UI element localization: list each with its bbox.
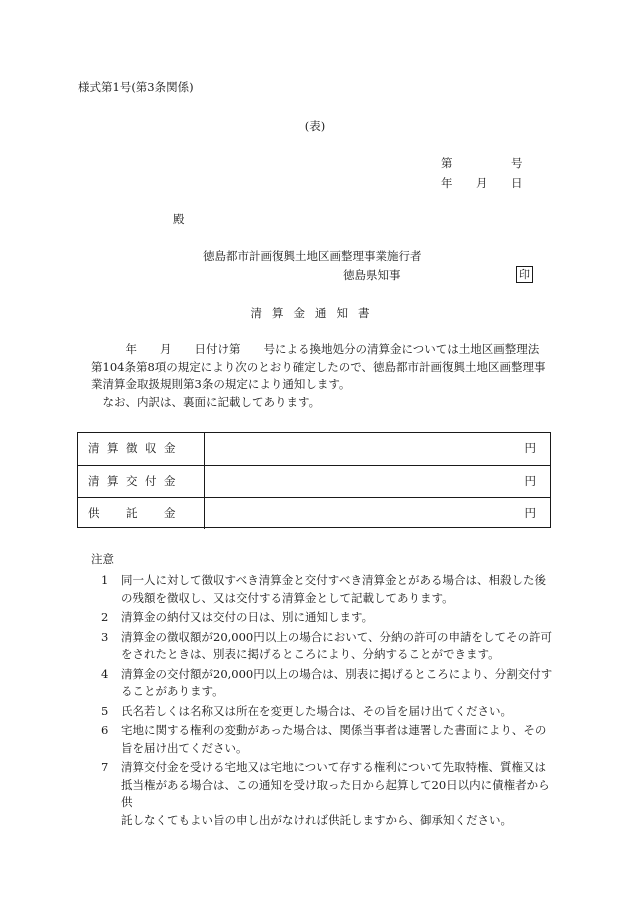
body-line: なお、内訳は、裏面に記載してあります。 [91,394,321,409]
note-number: 2 [101,610,109,624]
date-year: 年 [441,176,453,190]
document-title: 清算金通知書 [250,306,380,320]
notes-heading: 注意 [91,552,114,566]
note-item [101,722,561,757]
note-number: 5 [101,703,109,718]
note-item [101,609,561,627]
note-number: 6 [101,723,109,737]
note-number: 1 [101,573,109,587]
note-text: 清算交付金を受ける宅地又は宅地について存する権利について先取特権、質権又は 抵当権がある場合は、この通知を受け取った日から起算して20日以内に債権者から供 託しなくてもよい旨の申し出がなければ供託しますから、御承知ください。 [121,760,550,827]
row-label: 清算徴収金 [78,433,205,465]
table-row [78,497,550,529]
seal-mark: 印 [516,266,533,283]
number-suffix: 号 [511,156,523,170]
body-line: 年 月 日付け第 号による換地処分の清算金については土地区画整理法 [91,342,540,356]
side-indicator: (表) [304,119,326,133]
body-line: 業清算金取扱規則第3条の規定により通知します。 [91,377,351,391]
note-text: 宅地に関する権利の変動があった場合は、関係当事者は連署した書面により、その 旨を届け出てください。 [121,723,547,755]
table-row [78,465,550,497]
document-body [91,341,561,411]
note-number: 3 [101,629,109,644]
note-item [101,572,561,607]
date-month: 月 [476,176,488,190]
note-number: 4 [101,666,109,681]
row-label: 清算交付金 [78,466,205,497]
note-item [101,759,561,829]
note-text: 同一人に対して徴収すべき清算金と交付すべき清算金とがある場合は、相殺した後 の残額を徴収し、又は交付する清算金として記載してあります。 [121,573,547,605]
row-label: 供 託 金 [78,498,205,529]
note-text: 清算金の徴収額が20,000円以上の場合において、分納の許可の申請をしてその許可 をされたときは、別表に掲げるところにより、分納することができます。 [121,629,553,661]
body-line: 第104条第8項の規定により次のとおり確定したので、徳島都市計画復興土地区画整理事 [91,359,546,374]
notes-list [101,572,561,831]
note-text: 清算金の納付又は交付の日は、別に通知します。 [121,610,374,624]
number-prefix: 第 [441,156,453,170]
issuer-title: 徳島都市計画復興土地区画整理事業施行者 [203,249,422,263]
note-item [101,629,561,664]
settlement-table [77,432,551,528]
note-text: 氏名若しくは名称又は所在を変更した場合は、その旨を届け出てください。 [121,703,512,718]
note-item [101,666,561,701]
row-unit: 円 [524,474,536,488]
row-unit: 円 [524,506,536,520]
note-text: 清算金の交付額が20,000円以上の場合は、別表に掲げるところにより、分割交付す ることがあります。 [121,666,553,698]
form-id: 様式第1号(第3条関係) [78,80,194,94]
issuer-name: 徳島県知事 [343,268,401,282]
note-item [101,703,561,721]
date-day: 日 [511,176,523,190]
table-row [78,433,550,465]
addressee-honorific: 殿 [173,212,185,226]
note-number: 7 [101,760,109,774]
row-unit: 円 [524,441,536,455]
